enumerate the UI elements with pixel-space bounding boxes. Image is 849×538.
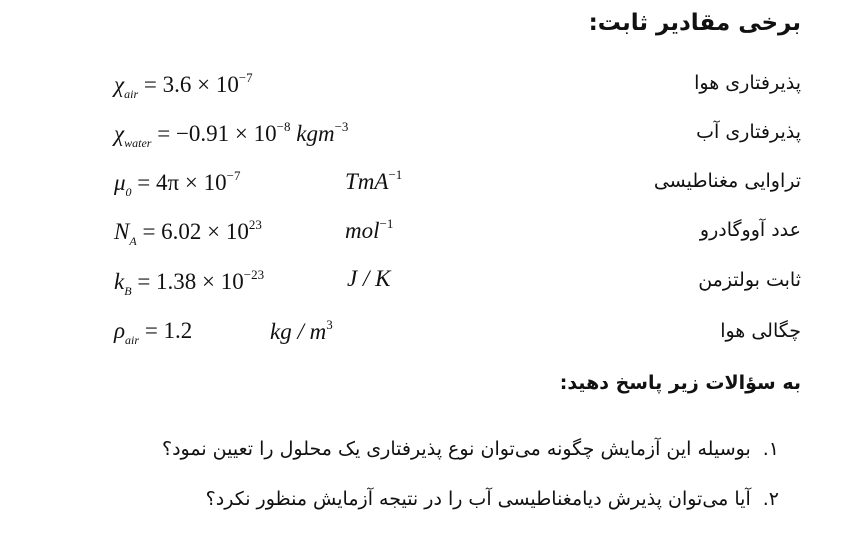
constant-label-permeability: تراوایی مغناطیسی	[653, 170, 801, 192]
constant-symbol: k	[114, 269, 125, 294]
constant-equation-water-susceptibility	[114, 120, 348, 149]
constant-subscript: air	[124, 87, 139, 101]
constant-subscript: air	[125, 333, 140, 347]
question-number: ۱.	[762, 438, 779, 460]
constant-unit-permeability	[345, 168, 402, 193]
constant-subscript: A	[129, 234, 137, 248]
constant-unit-exponent: 3	[326, 317, 333, 332]
constant-equation-air-susceptibility	[114, 71, 253, 100]
constant-equation-boltzmann	[114, 268, 264, 297]
constant-label-air-density: چگالی هوا	[720, 320, 801, 342]
constant-unit-air-density	[270, 318, 333, 343]
constant-unit: J / K	[347, 266, 391, 291]
constant-unit-boltzmann	[347, 267, 390, 290]
constant-unit: kgm	[296, 121, 335, 146]
constant-value: = 6.02 × 10	[142, 219, 249, 244]
constant-equation-avogadro	[114, 218, 262, 247]
constant-label-boltzmann: ثابت بولتزمن	[698, 269, 801, 291]
constant-equation-air-density	[114, 319, 192, 346]
constant-value: = 3.6 × 10	[143, 72, 239, 97]
constant-unit: mol	[345, 218, 380, 243]
constant-exponent: −7	[238, 70, 253, 85]
constant-subscript: 0	[125, 185, 132, 199]
constant-symbol: μ	[114, 170, 126, 195]
constant-unit-exponent: −3	[334, 119, 349, 134]
constant-label-air-susceptibility: پذیرفتاری هوا	[694, 72, 801, 94]
question-item-2	[206, 488, 779, 510]
constant-symbol: χ	[114, 121, 125, 146]
constant-symbol: ρ	[114, 318, 126, 343]
question-number: ۲.	[762, 488, 779, 510]
question-text: بوسیله این آزمایش چگونه می‌توان نوع پذیرفتاری یک محلول را تعیین نمود؟	[161, 438, 751, 460]
constant-value: = −0.91 × 10	[157, 121, 277, 146]
constant-unit-exponent: −1	[379, 216, 394, 231]
constant-unit-exponent: −1	[388, 167, 403, 182]
constant-symbol: N	[114, 219, 130, 244]
constant-value: = 1.38 × 10	[137, 269, 244, 294]
constant-exponent: 23	[248, 217, 262, 232]
questions-heading: به سؤالات زیر پاسخ دهید:	[559, 372, 801, 394]
constant-label-water-susceptibility: پذیرفتاری آب	[696, 121, 801, 143]
constant-subscript: B	[124, 284, 132, 298]
constant-subscript: water	[124, 136, 152, 150]
constants-heading: برخی مقادیر ثابت:	[588, 10, 801, 36]
constant-label-avogadro: عدد آووگادرو	[699, 219, 801, 241]
constant-value: = 4π × 10	[137, 170, 227, 195]
constant-exponent: −7	[226, 168, 241, 183]
constant-exponent: −8	[276, 119, 291, 134]
constant-unit: kg / m	[270, 319, 327, 344]
constant-unit: TmA	[345, 169, 389, 194]
constant-unit-avogadro	[345, 217, 393, 242]
constant-symbol: χ	[114, 72, 125, 97]
constant-equation-permeability	[114, 169, 240, 198]
constant-exponent: −23	[243, 267, 265, 282]
question-item-1	[162, 438, 779, 460]
question-text: آیا می‌توان پذیرش دیامغناطیسی آب را در نتیجه آزمایش منظور نکرد؟	[205, 488, 751, 510]
constant-value: = 1.2	[144, 318, 193, 343]
